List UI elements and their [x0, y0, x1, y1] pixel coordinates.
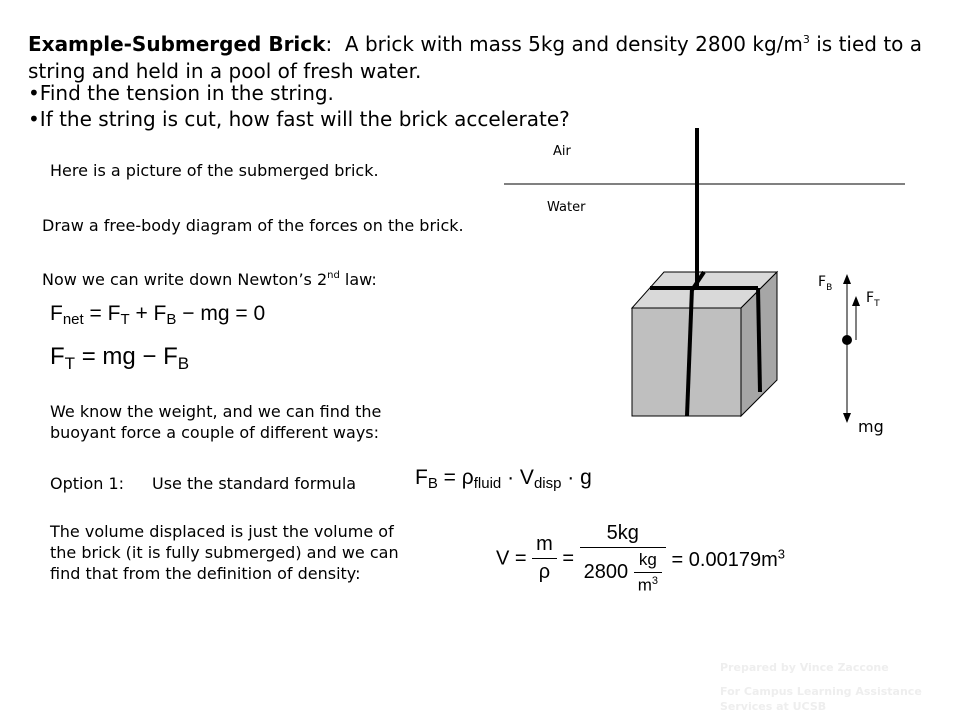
equation-tension: $F_T$ = mg − $F_B$: [50, 343, 190, 373]
volume-line-2: the brick (it is fully submerged) and we can: [50, 543, 399, 562]
footer-credit-2: For Campus Learning Assistance: [720, 685, 922, 698]
fbd-buoyant-arrowhead: [843, 274, 851, 284]
ft-label: $F_T$: [866, 290, 880, 309]
newton-law-line: Now we can write down Newton’s 2nd law:: [42, 270, 377, 289]
fbd-weight-arrowhead: [843, 413, 851, 423]
option1-text: Use the standard formula: [152, 474, 357, 493]
fbd-tension-arrowhead: [852, 296, 860, 306]
weight-line-2: buoyant force a couple of different ways:: [50, 423, 380, 442]
equation-volume: V = $\frac{m}{\rho}$ = 5kg 2800 $\frac{kg}{m^3}$ = $0.00179m^3$: [496, 522, 785, 595]
volume-line-1: The volume displaced is just the volume of: [50, 522, 394, 541]
air-label: Air: [553, 144, 571, 159]
problem-title-text: A brick with mass 5kg and density 2800 kg/m: [344, 32, 803, 56]
footer-credit-3: Services at UCSB: [720, 700, 827, 713]
weight-line-1: We know the weight, and we can find the: [50, 402, 382, 421]
equation-net-force: $F_{net} = F_T + F_B$ − mg = 0: [50, 302, 266, 328]
mg-label: mg: [858, 417, 884, 436]
option1-label: Option 1:: [50, 474, 125, 493]
volume-line-3: find that from the definition of density:: [50, 564, 361, 583]
problem-title-sup: 3: [802, 33, 810, 46]
fb-label: $F_B$: [818, 274, 833, 293]
problem-title-colon: :: [325, 32, 333, 56]
equation-buoyant-force: $F_B = \rho_{fluid} \cdot V_{disp} \cdot g$: [415, 466, 592, 492]
bullet-1: •Find the tension in the string.: [28, 81, 334, 105]
problem-title-tail: is tied to a string and held in a pool of fresh water.: [28, 32, 923, 83]
picture-caption: Here is a picture of the submerged brick.: [50, 161, 379, 180]
water-label: Water: [547, 200, 586, 215]
footer-credit-1: Prepared by Vince Zaccone: [720, 661, 889, 674]
bullet-2: •If the string is cut, how fast will the brick accelerate?: [28, 107, 570, 131]
string-wrap-side: [758, 288, 760, 392]
fbd-instruction: Draw a free-body diagram of the forces on the brick.: [42, 216, 464, 235]
problem-title-bold: Example-Submerged Brick: [28, 32, 326, 56]
